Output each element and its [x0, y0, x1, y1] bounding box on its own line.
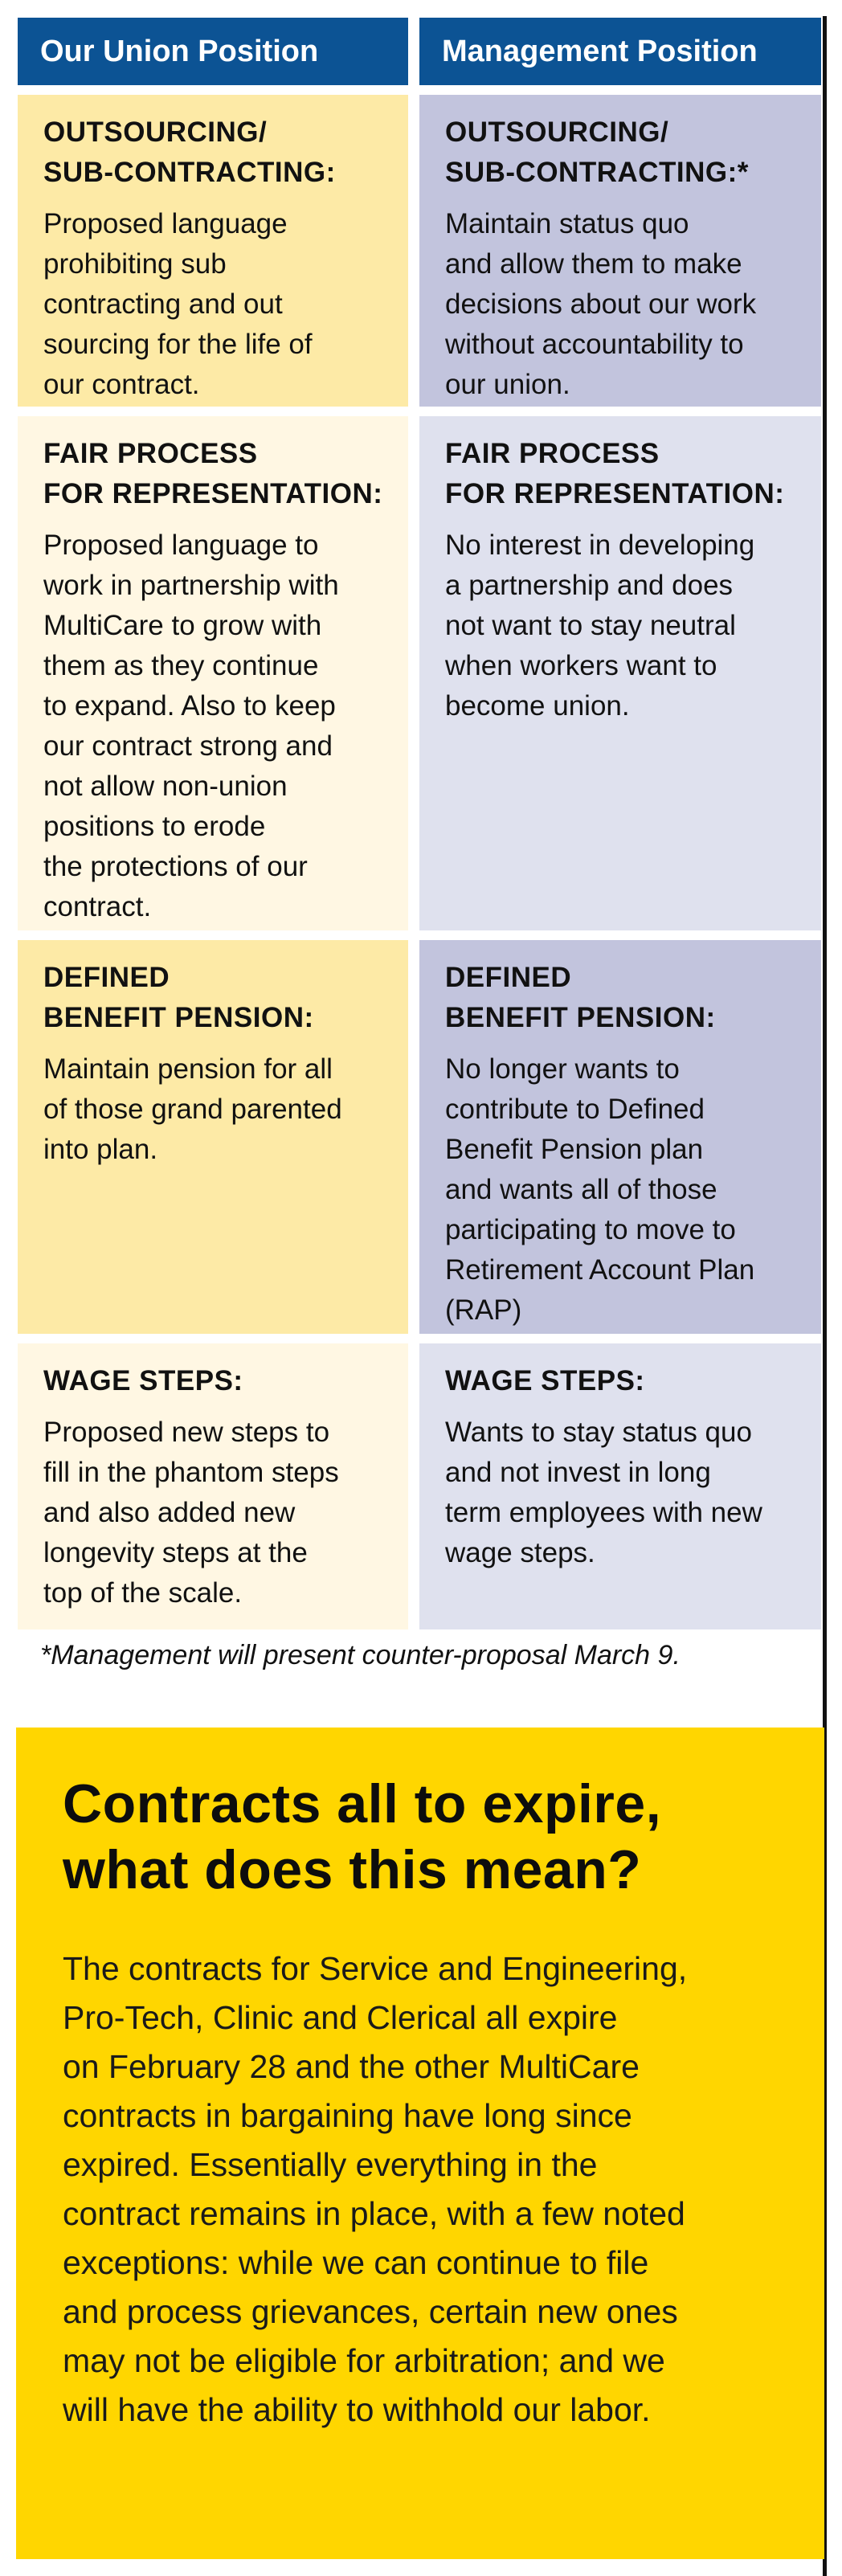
- cell-body: No longer wants to contribute to Defined Benefit Pension plan and wants all of those participating to move to Retirement Account Plan (RAP): [445, 1053, 755, 1326]
- cell-title: OUTSOURCING/ SUB-CONTRACTING:*: [445, 117, 749, 188]
- cell-title: FAIR PROCESS FOR REPRESENTATION:: [43, 438, 383, 509]
- cell-body: Wants to stay status quo and not invest in long term employees with new wage steps.: [445, 1417, 762, 1568]
- cell-body: Maintain pension for all of those grand parented into plan.: [43, 1053, 342, 1165]
- cell-title: WAGE STEPS:: [43, 1365, 243, 1396]
- management-cell-fair-process: [419, 416, 821, 930]
- cell-body: Proposed new steps to fill in the phantom steps and also added new longevity steps at the top of the scale.: [43, 1417, 339, 1609]
- cell-body: Proposed language to work in partnership with MultiCare to grow with them as they continue to expand. Also to keep our contract strong and not allow non-union positions to erode the protections of our contract.: [43, 530, 339, 922]
- management-cell-pension: [419, 940, 821, 1334]
- footnote: *Management will present counter-proposal March 9.: [40, 1640, 681, 1670]
- union-cell-wage-steps: [18, 1343, 408, 1629]
- cell-title: WAGE STEPS:: [445, 1365, 645, 1396]
- cell-title: FAIR PROCESS FOR REPRESENTATION:: [445, 438, 785, 509]
- cell-title: OUTSOURCING/ SUB-CONTRACTING:: [43, 117, 336, 188]
- union-cell-outsourcing: [18, 95, 408, 407]
- union-cell-fair-process: [18, 416, 408, 930]
- callout-body: The contracts for Service and Engineering, Pro-Tech, Clinic and Clerical all expire on February 28 and the other MultiCare contracts in bargaining have long since expired. Essentially everything in the contract remains in place, with a few noted exceptions: while we can continue to file and process grievances, certain new ones may not be eligible for arbitration; and we will have the ability to withhold our labor.: [63, 1950, 688, 2428]
- cell-body: No interest in developing a partnership and does not want to stay neutral when workers want to become union.: [445, 530, 755, 722]
- management-cell-wage-steps: [419, 1343, 821, 1629]
- union-cell-pension: [18, 940, 408, 1334]
- cell-body: Proposed language prohibiting sub contracting and out sourcing for the life of our contract.: [43, 208, 313, 400]
- cell-body: Maintain status quo and allow them to make decisions about our work without accountability to our union.: [445, 208, 757, 400]
- management-cell-outsourcing: [419, 95, 821, 407]
- callout-headline: Contracts all to expire, what does this mean?: [63, 1773, 662, 1900]
- union-column-header: Our Union Position: [18, 18, 408, 85]
- cell-title: DEFINED BENEFIT PENSION:: [43, 962, 314, 1033]
- cell-title: DEFINED BENEFIT PENSION:: [445, 962, 716, 1033]
- management-column-header: Management Position: [419, 18, 821, 85]
- contracts-expire-callout: [16, 1728, 824, 2559]
